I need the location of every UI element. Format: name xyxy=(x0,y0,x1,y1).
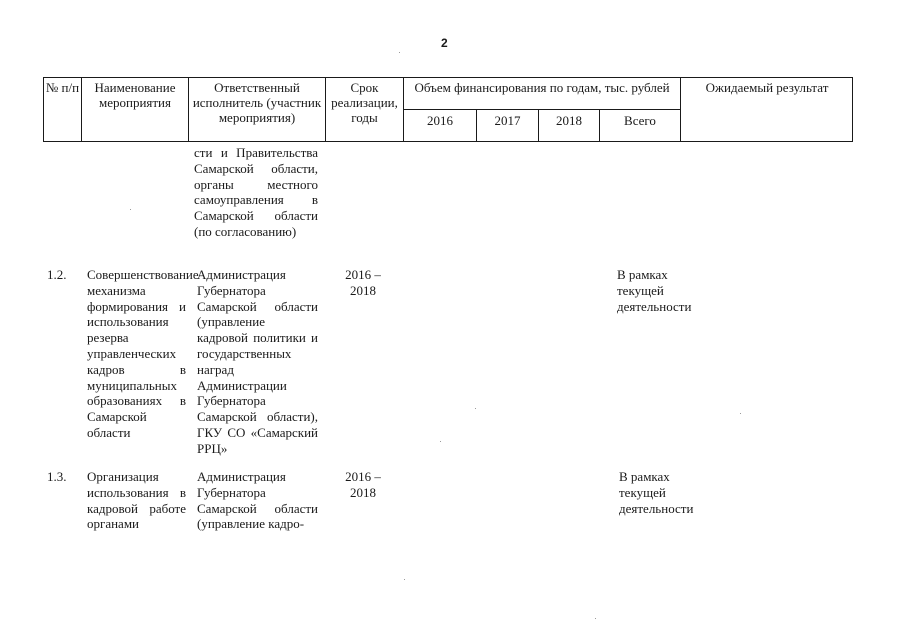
scan-speck xyxy=(130,209,131,210)
row-2-responsible: Администрация Губернатора Самарской области (управление кадро- xyxy=(197,469,318,532)
header-financing: Объем финансирования по годам, тыс. рублей xyxy=(414,80,670,95)
scan-speck xyxy=(740,413,741,414)
header-name: Наименование мероприятия xyxy=(94,80,176,110)
row-2-name: Организация использования в кадровой работе органами xyxy=(87,469,186,532)
header-total: Всего xyxy=(624,113,656,128)
header-year-2018: 2018 xyxy=(556,113,582,128)
header-responsible: Ответственный исполнитель (участник мероприятия) xyxy=(192,80,322,125)
header-year-2016: 2016 xyxy=(427,113,453,128)
header-num: № п/п xyxy=(45,80,80,95)
row-1-name: Совершенствование механизма формирования и использования резерва управленческих кадров в муниципальных образованиях в Самарской области xyxy=(87,267,199,440)
row-0-responsible: сти и Правительства Самарской области, органы местного самоуправления в Самарской области (по согласованию) xyxy=(194,145,318,239)
row-1-result: В рамках текущей деятельности xyxy=(617,267,692,314)
scan-speck xyxy=(440,441,441,442)
table-header xyxy=(43,77,853,142)
scan-speck xyxy=(475,408,476,409)
scan-speck xyxy=(404,579,405,580)
scan-speck xyxy=(399,52,400,53)
row-2-term: 2016 – 2018 xyxy=(345,469,381,500)
row-1-responsible: Администрация Губернатора Самарской области (управление кадровой политики и государственных наград Администрации Губернатора Самарской области), ГКУ СО «Самарский РРЦ» xyxy=(197,267,318,456)
row-2-result: В рамках текущей деятельности xyxy=(619,469,694,516)
page-number: 2 xyxy=(441,36,448,50)
header-year-2017: 2017 xyxy=(494,113,521,128)
header-result: Ожидаемый результат xyxy=(705,80,829,95)
row-1-term: 2016 – 2018 xyxy=(345,267,381,298)
row-1-num: 1.2. xyxy=(47,267,67,282)
scan-speck xyxy=(595,618,596,619)
header-term: Срок реализации, годы xyxy=(331,80,398,125)
row-2-num: 1.3. xyxy=(47,469,67,484)
